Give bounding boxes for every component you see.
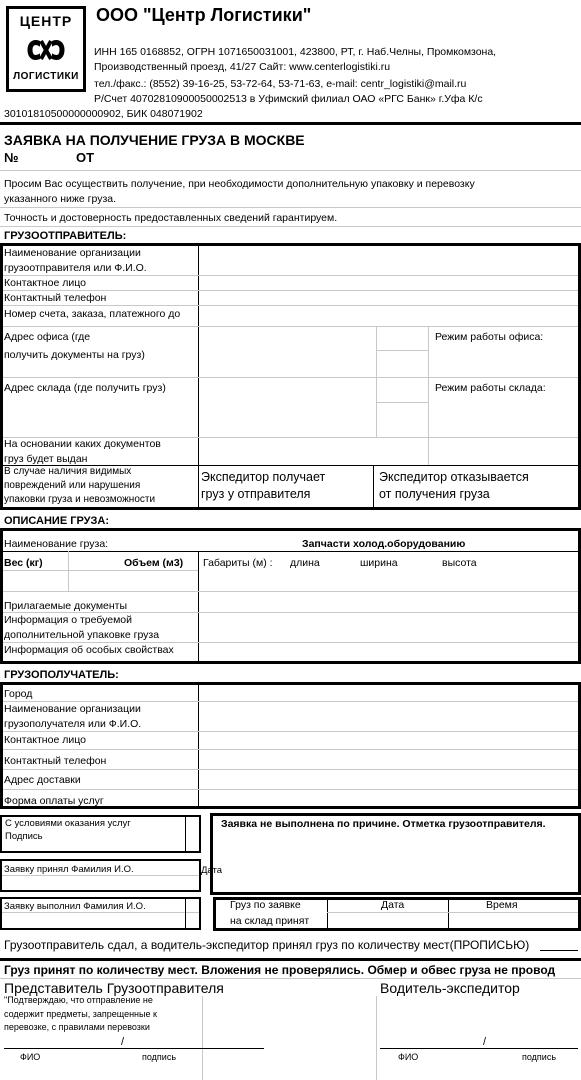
company-info-2: Производственный проезд, 41/27 Сайт: www.centerlogistiki.ru [94,61,391,73]
sender-sign-line [4,1048,264,1049]
gridline [198,685,199,806]
done-by-label: Заявку выполнил Фамилия И.О. [4,901,146,912]
received-time-field[interactable] [450,914,576,928]
receiver-city-label: Город [4,688,33,700]
receiver-org-label-1: Наименование организации [4,703,141,715]
receiver-payment-field[interactable] [201,790,575,806]
accepted-by-field[interactable] [4,877,196,890]
confirm-line-3: перевозке, с правилами перевозки [4,1022,150,1032]
sender-damage-label-1: В случае наличия видимых [4,466,132,477]
receiver-payment-label: Форма оплаты услуг [4,795,104,807]
sender-sign-slash: / [121,1036,125,1048]
gridline [2,875,199,876]
cargo-request-label-1: Груз по заявке [230,899,301,911]
cargo-heading: ОПИСАНИЕ ГРУЗА: [4,515,109,527]
sender-docs-field[interactable] [201,438,427,464]
cargo-special-field[interactable] [201,643,575,661]
page-title: ЗАЯВКА НА ПОЛУЧЕНИЕ ГРУЗА В МОСКВЕ [4,132,305,148]
sender-office-label-1: Адрес офиса (где [4,331,91,343]
gridline [448,899,449,929]
done-by-field[interactable] [4,914,184,928]
cargo-pack-label-2: дополнительной упаковке груза [4,629,160,641]
receiver-address-field[interactable] [201,770,575,788]
gridline [0,170,581,171]
cargo-height-label: высота [442,557,477,569]
sender-signature-field[interactable] [130,1034,264,1048]
receiver-contact-field[interactable] [201,732,575,748]
receiver-phone-label: Контактный телефон [4,755,107,767]
forwarder-gets-label-1: Экспедитор получает [201,470,326,484]
sender-damage-label-2: повреждений или нарушения [4,480,141,491]
company-info-3: тел./факс.: (8552) 39-16-25, 53-72-64, 53-71-63, e-mail: centr_logistiki@mail.ru [94,78,467,90]
handover-count-field[interactable] [540,936,580,951]
gridline [376,996,377,1080]
gridline [376,350,428,351]
sender-fio-caption: ФИО [20,1052,41,1062]
cargo-width-label: ширина [360,557,398,569]
sender-warehouse-hours-label: Режим работы склада: [435,382,546,394]
sender-heading: ГРУЗООТПРАВИТЕЛЬ: [4,230,127,242]
logo-text-bottom: ЛОГИСТИКИ [13,71,79,82]
terms-label: С условиями оказания услуг [5,818,131,829]
cargo-docs-label: Прилагаемые документы [4,600,128,612]
footer-divider [0,958,581,961]
not-done-label: Заявка не выполнена по причине. Отметка грузоотправителя. [221,818,546,830]
sender-phone-label: Контактный телефон [4,292,107,304]
sender-fio-field[interactable] [4,1034,119,1048]
driver-sign-caption: подпись [522,1052,557,1062]
cargo-docs-field[interactable] [201,598,575,612]
receiver-phone-field[interactable] [201,750,575,768]
driver-sign-line [380,1048,578,1049]
sender-office-field[interactable] [201,328,375,376]
date-from-label: ОТ [76,150,95,165]
intro-line-1: Просим Вас осуществить получение, при необходимости дополнительную упаковку и перевозку [4,178,475,190]
company-logo [6,6,86,92]
gridline [0,226,581,227]
receiver-contact-label: Контактное лицо [4,734,86,746]
received-time-label: Время [486,899,518,911]
receiver-org-field[interactable] [201,702,575,730]
receiver-city-field[interactable] [201,686,575,700]
receiver-heading: ГРУЗОПОЛУЧАТЕЛЬ: [4,669,119,681]
sender-contact-label: Контактное лицо [4,277,86,289]
cargo-request-label-2: на склад принят [230,915,310,927]
sender-docs-label-1: На основании каких документов [4,438,161,450]
sender-warehouse-field[interactable] [201,378,375,436]
sender-rep-label: Представитель Грузоотправителя [4,980,224,996]
sender-office-hours-label: Режим работы офиса: [435,331,544,343]
cargo-volume-label: Объем (м3) [124,557,184,569]
sender-org-label-1: Наименование организации [4,247,141,259]
accepted-note: Груз принят по количеству мест. Вложения не проверялись. Обмер и обвес груза не провод [4,963,556,977]
forwarder-refuses-label-2: от получения груза [379,487,490,501]
received-date-field[interactable] [329,914,447,928]
received-date-label: Дата [381,899,405,911]
cargo-dims-label: Габариты (м) : [203,557,273,569]
cargo-pack-field[interactable] [201,613,575,641]
gridline [3,570,198,571]
company-info-1: ИНН 165 0168852, ОГРН 1071650031001, 423800, РТ, г. Наб.Челны, Промкомзона, [94,46,497,58]
gridline [0,207,581,208]
driver-label: Водитель-экспедитор [380,980,520,996]
accepted-date-label: Дата [201,865,223,876]
sender-org-field[interactable] [201,249,575,273]
terms-signature-field[interactable] [60,830,180,848]
company-info-4: Р/Счет 40702810900050002513 в Уфимский филиал ОАО «РГС Банк» г.Уфа К/с [94,93,483,105]
gridline [3,551,578,552]
sender-contact-field[interactable] [201,276,575,290]
sender-phone-field[interactable] [201,291,575,305]
accepted-by-label: Заявку принял Фамилия И.О. [4,864,134,875]
sender-account-label: Номер счета, заказа, платежного до [4,308,181,320]
gridline [428,437,429,465]
confirm-line-1: "Подтверждаю, что отправление не [4,995,153,1005]
sender-damage-label-3: упаковки груза и невозможности [4,494,156,505]
gridline [3,591,578,592]
gridline [376,327,377,437]
sender-org-label-2: грузоотправителя или Ф.И.О. [4,262,147,274]
sender-warehouse-label: Адрес склада (где получить груз) [4,382,166,394]
receiver-address-label: Адрес доставки [4,774,81,786]
company-name: ООО "Центр Логистики" [96,5,312,25]
gridline [2,912,199,913]
sender-docs-label-2: груз будет выдан [4,453,88,465]
receiver-org-label-2: грузополучателя или Ф.И.О. [4,718,142,730]
gridline [185,898,186,929]
signature-label: Подпись [5,831,43,842]
sender-sign-caption: подпись [142,1052,177,1062]
company-info-5: 30101810500000000902, БИК 048071902 [4,108,203,120]
gridline [68,551,69,591]
cargo-weight-field[interactable] [4,572,66,590]
gridline [327,912,578,913]
sender-office-label-2: получить документы на груз) [4,349,145,361]
intro-line-2: указанного ниже груза. [4,193,117,205]
not-done-field[interactable] [216,836,576,890]
logo-infinity-icon [26,35,66,65]
gridline [185,816,186,852]
number-label: № [4,150,19,165]
cargo-name-value: Запчасти холод.оборудованию [302,538,466,550]
driver-fio-field[interactable] [380,1034,480,1048]
forwarder-gets-label-2: груз у отправителя [201,487,311,501]
cargo-name-label: Наименование груза: [4,538,109,550]
gridline [373,465,374,507]
logo-text-top: ЦЕНТР [19,13,73,29]
cargo-length-label: длина [290,557,320,569]
cargo-volume-field[interactable] [70,572,196,590]
sender-account-field[interactable] [201,306,575,326]
forwarder-refuses-label-1: Экспедитор отказывается [379,470,529,484]
confirm-line-2: содержит предметы, запрещенные к [4,1009,157,1019]
intro-line-3: Точность и достоверность предоставленных сведений гарантируем. [4,212,338,224]
cargo-weight-label: Вес (кг) [4,557,43,569]
gridline [376,402,428,403]
driver-signature-field[interactable] [492,1034,578,1048]
gridline [428,327,429,437]
driver-sign-slash: / [483,1036,487,1048]
gridline [198,551,199,661]
gridline [327,899,328,929]
handover-text: Грузоотправитель сдал, а водитель-экспедитор принял груз по количеству мест(ПРОПИСЬЮ) [4,938,530,952]
header-divider [0,122,581,125]
driver-fio-caption: ФИО [398,1052,419,1062]
cargo-special-label: Информация об особых свойствах [4,644,174,656]
gridline [3,326,578,327]
cargo-pack-label-1: Информация о требуемой [4,614,133,626]
gridline [0,978,581,979]
